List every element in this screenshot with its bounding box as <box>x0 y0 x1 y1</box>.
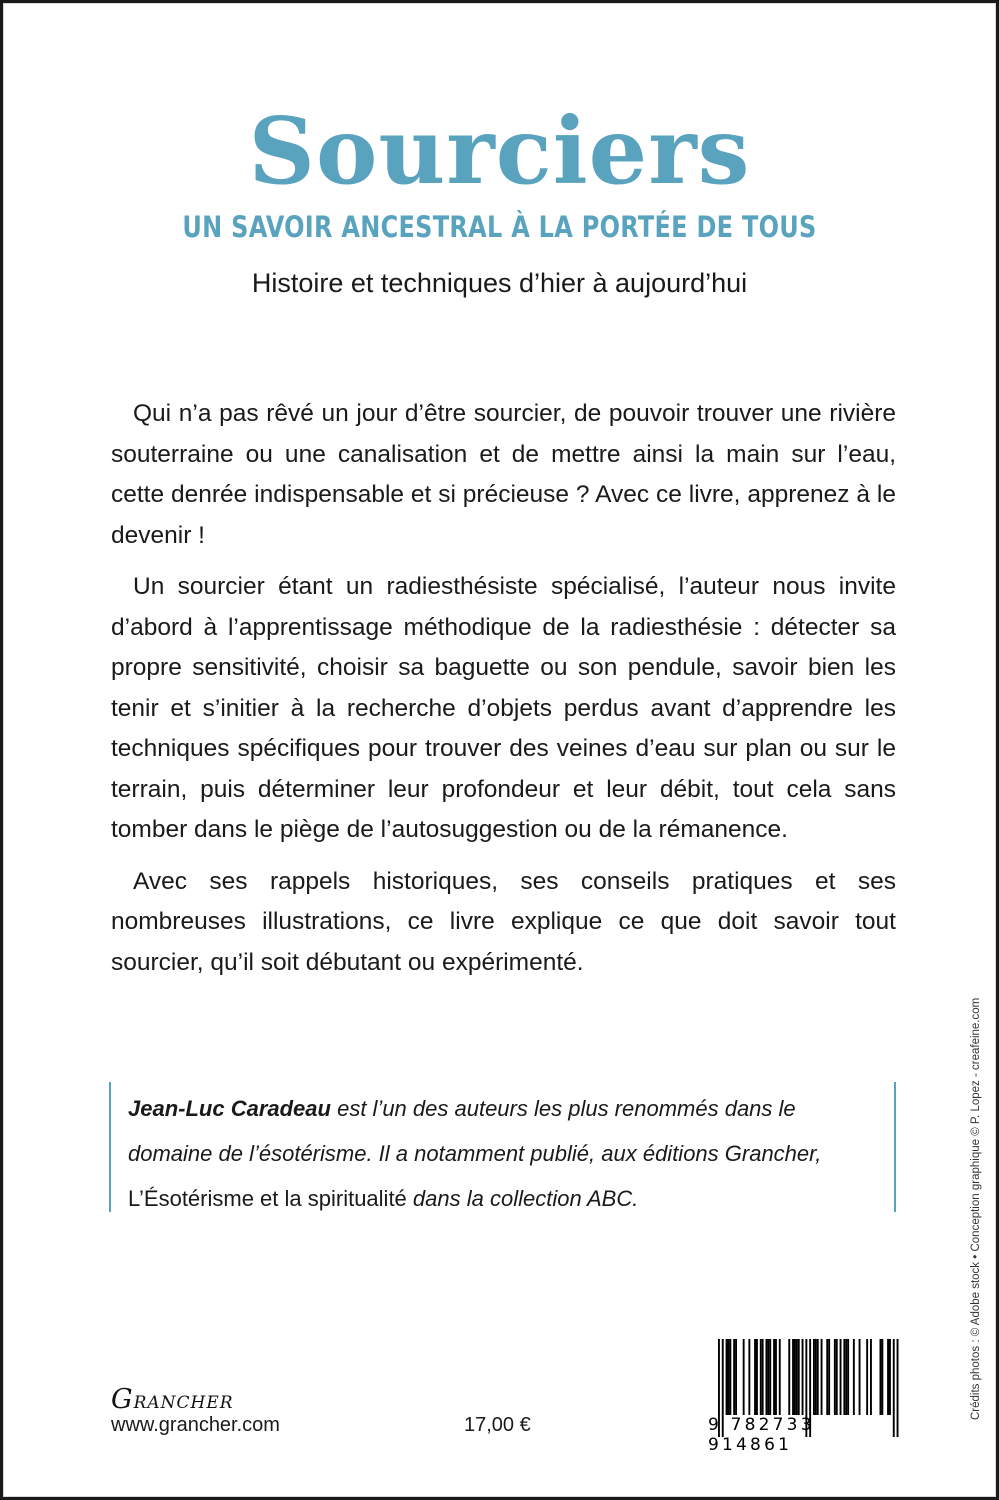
barcode-bar <box>796 1339 798 1415</box>
blurb-paragraph: Avec ses rappels historiques, ses conseils pratiques et ses nombreuses illustrations, ce livre explique ce que doit savoir tout sourcier, qu’il soit débutant ou expérimenté. <box>111 867 896 976</box>
barcode-bar <box>853 1339 855 1415</box>
barcode-bar <box>813 1339 815 1415</box>
barcode-bar <box>798 1339 800 1415</box>
bio-text: dans la collection ABC. <box>406 1186 639 1211</box>
barcode-bar <box>843 1339 845 1415</box>
barcode-bar <box>762 1339 764 1415</box>
barcode-bar <box>821 1339 823 1415</box>
barcode-bar <box>887 1339 889 1415</box>
barcode-bar <box>729 1339 731 1415</box>
barcode-bar <box>815 1339 817 1415</box>
barcode-bar <box>881 1339 883 1415</box>
barcode-bar <box>728 1339 730 1415</box>
barcode-bar <box>802 1339 804 1415</box>
barcode-bar <box>817 1339 819 1415</box>
barcode-bar <box>880 1339 882 1415</box>
barcode-bar <box>828 1339 830 1415</box>
author-bio <box>109 1082 896 1212</box>
publisher-website: www.grancher.com <box>111 1414 280 1436</box>
publisher-logo-initial: G <box>111 1384 134 1415</box>
blurb <box>111 394 896 994</box>
barcode-bar <box>847 1339 849 1415</box>
barcode-bar <box>735 1339 737 1415</box>
barcode-bar <box>779 1339 781 1415</box>
barcode-bar <box>769 1339 771 1415</box>
book-back-cover <box>3 3 996 1497</box>
barcode-bar <box>788 1339 790 1415</box>
barcode-bar <box>889 1339 891 1415</box>
barcode-bar <box>743 1339 745 1415</box>
publisher-logo-text: RANCHER <box>133 1393 234 1413</box>
barcode-bar <box>773 1339 775 1415</box>
author-name: Jean-Luc Caradeau <box>128 1096 331 1121</box>
barcode-bar <box>775 1339 777 1415</box>
barcode-bar <box>754 1339 756 1415</box>
cited-book-title: L’Ésotérisme et la spiritualité <box>128 1186 407 1211</box>
publisher-logo <box>111 1384 234 1415</box>
barcode-bar <box>826 1339 828 1415</box>
barcode-bar <box>760 1339 762 1415</box>
isbn-digits: 9 782733 914861 <box>708 1415 815 1455</box>
barcode-bar <box>866 1339 868 1415</box>
barcode-bar <box>733 1339 735 1415</box>
barcode-bar <box>756 1339 758 1415</box>
blurb-paragraph: Qui n’a pas rêvé un jour d’être sourcier, de pouvoir trouver une rivière souterraine ou une canalisation et de mettre ainsi la main sur l’eau, cette denrée indispensable et si précieuse ? Avec ce livre, apprenez à le devenir ! <box>111 400 896 549</box>
barcode-bar <box>767 1339 769 1415</box>
barcode-bar <box>726 1339 728 1415</box>
barcode-bar <box>870 1339 872 1415</box>
barcode-bar <box>792 1339 794 1415</box>
barcode-bar <box>834 1339 836 1415</box>
book-subtitle: UN SAVOIR ANCESTRAL À LA PORTÉE DE TOUS <box>182 210 817 244</box>
book-tagline: Histoire et techniques d’hier à aujourd’hui <box>251 268 748 298</box>
price: 17,00 € <box>464 1414 531 1436</box>
bio-text: est l’un des auteurs les plus renommés dans le domaine de l’ésotérisme. Il a notamment publié, aux éditions Grancher, <box>128 1096 822 1166</box>
barcode-bar <box>845 1339 847 1415</box>
book-title: Sourciers <box>248 97 751 205</box>
barcode-bar <box>794 1339 796 1415</box>
photo-credits: Crédits photos : © Adobe stock • Conception graphique © P. Lopez - creafeine.com <box>970 997 982 1420</box>
barcode-bar <box>836 1339 838 1415</box>
blurb-paragraph: Un sourcier étant un radiesthésiste spécialisé, l’auteur nous invite d’abord à l’apprentissage méthodique de la radiesthésie : détecter sa propre sensitivité, choisir sa baguette ou son pendule, savoir bien les tenir et s’initier à la recherche d’objets perdus avant d’apprendre les techniques spécifiques pour trouver des veines d’eau sur plan ou sur le terrain, puis déterminer leur profondeur et leur débit, tout cela sans tomber dans le piège de l’autosuggestion ou de la rémanence. <box>111 573 896 843</box>
barcode-bar <box>859 1339 861 1415</box>
barcode-bar <box>766 1339 768 1415</box>
barcode-bar <box>840 1339 842 1415</box>
barcode-bar <box>748 1339 750 1415</box>
